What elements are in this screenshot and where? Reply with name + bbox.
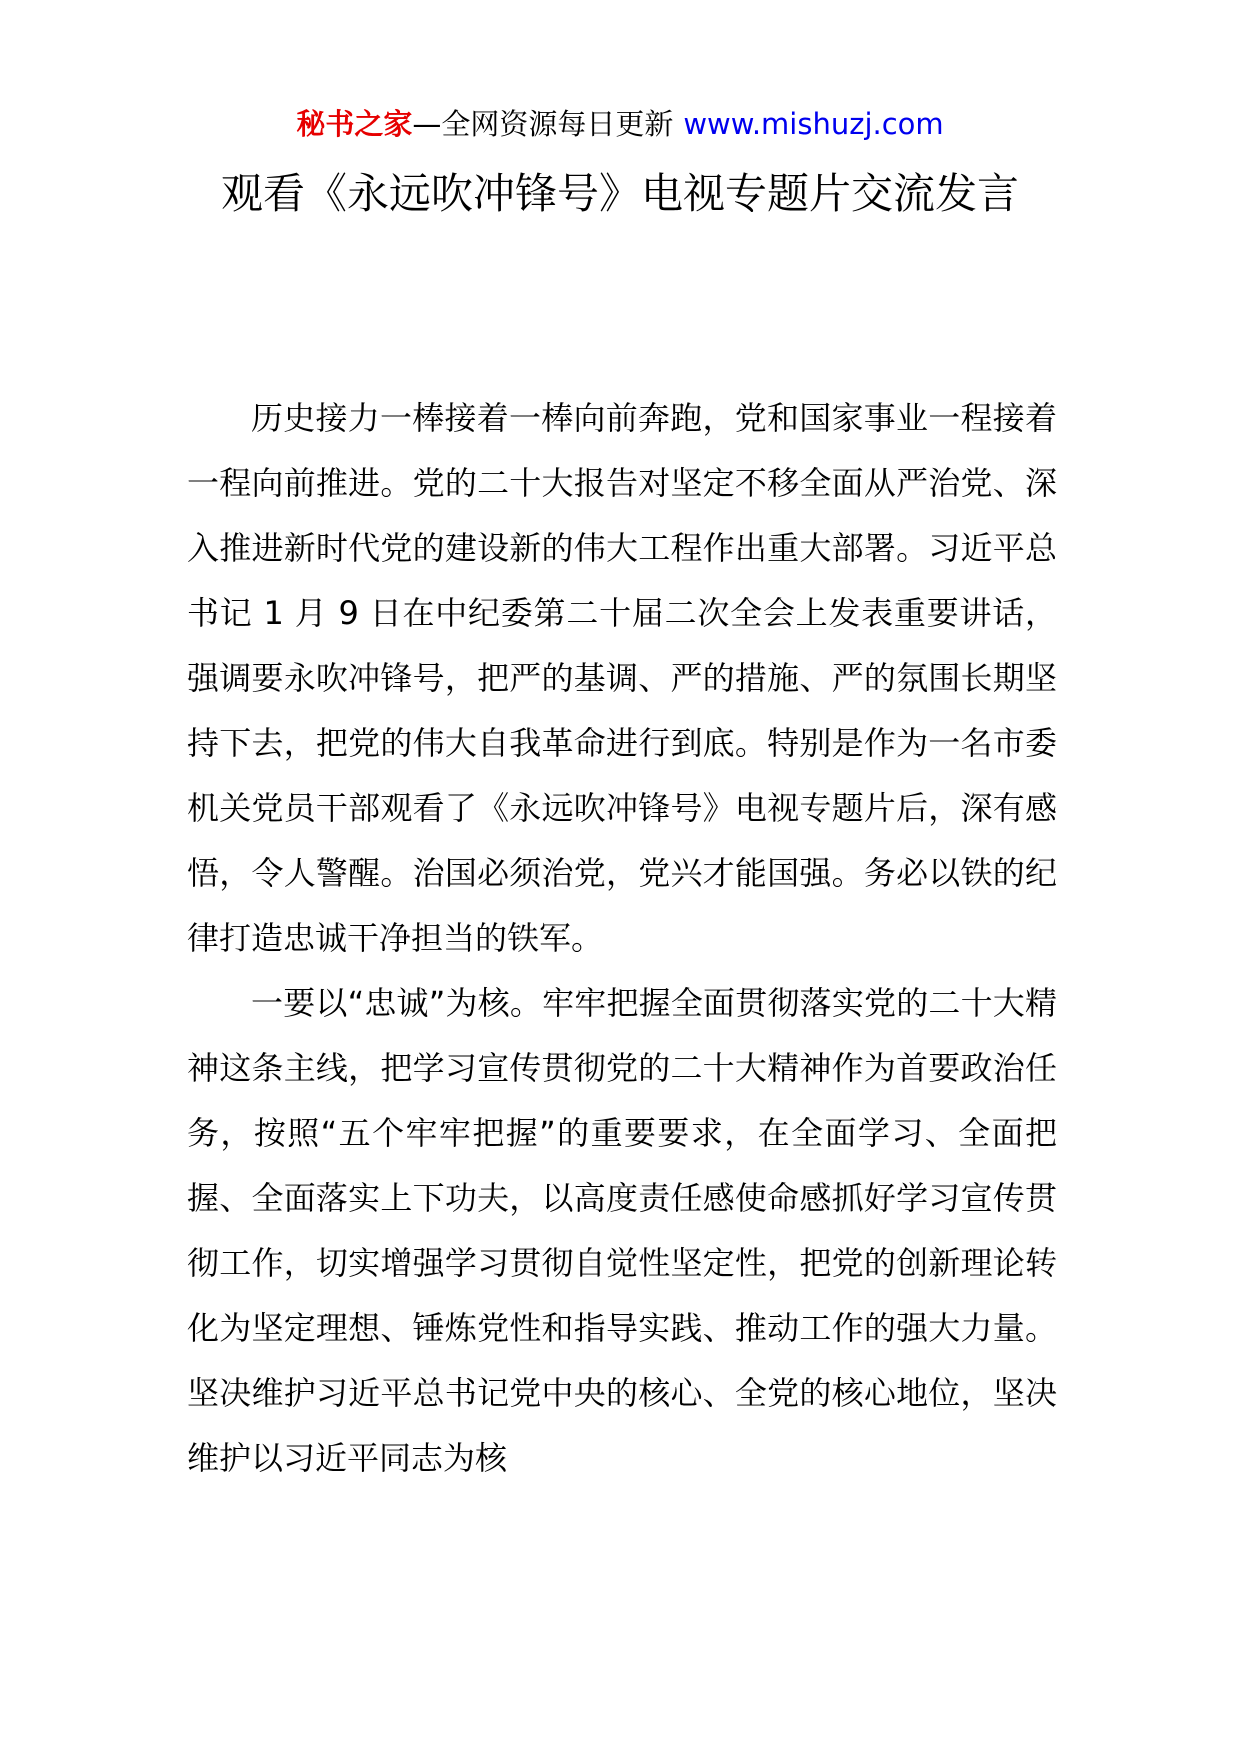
brand-name: 秘书之家 [296, 107, 413, 141]
site-header [0, 104, 1240, 144]
document-title: 观看《永远吹冲锋号》电视专题片交流发言 [220, 169, 1019, 218]
header-slogan: —全网资源每日更新 [412, 107, 674, 141]
paragraph-1: 历史接力一棒接着一棒向前奔跑，党和国家事业一程接着一程向前推进。党的二十大报告对坚定不移全面从严治党、深入推进新时代党的建设新的伟大工程作出重大部署。习近平总书记 1 月 9 日在中纪委第二十届二次全会上发表重要讲话，强调要永吹冲锋号，把严的基调、严的措施、严的氛围长期坚持下去，把党的伟大自我革命进行到底。特别是作为一名市委机关党员干部观看了《永远吹冲锋号》电视专题片后，深有感悟，令人警醒。治国必须治党，党兴才能国强。务必以铁的纪律打造忠诚干净担当的铁军。 [187, 399, 1057, 957]
site-url-link[interactable]: www.mishuzj.com [683, 107, 944, 141]
document-body [187, 386, 1057, 1491]
paragraph-2: 一要以“忠诚”为核。牢牢把握全面贯彻落实党的二十大精神这条主线，把学习宣传贯彻党的二十大精神作为首要政治任务，按照“五个牢牢把握”的重要要求，在全面学习、全面把握、全面落实上下功夫，以高度责任感使命感抓好学习宣传贯彻工作，切实增强学习贯彻自觉性坚定性，把党的创新理论转化为坚定理想、锤炼党性和指导实践、推动工作的强大力量。坚决维护习近平总书记党中央的核心、全党的核心地位，坚决维护以习近平同志为核 [187, 984, 1057, 1477]
